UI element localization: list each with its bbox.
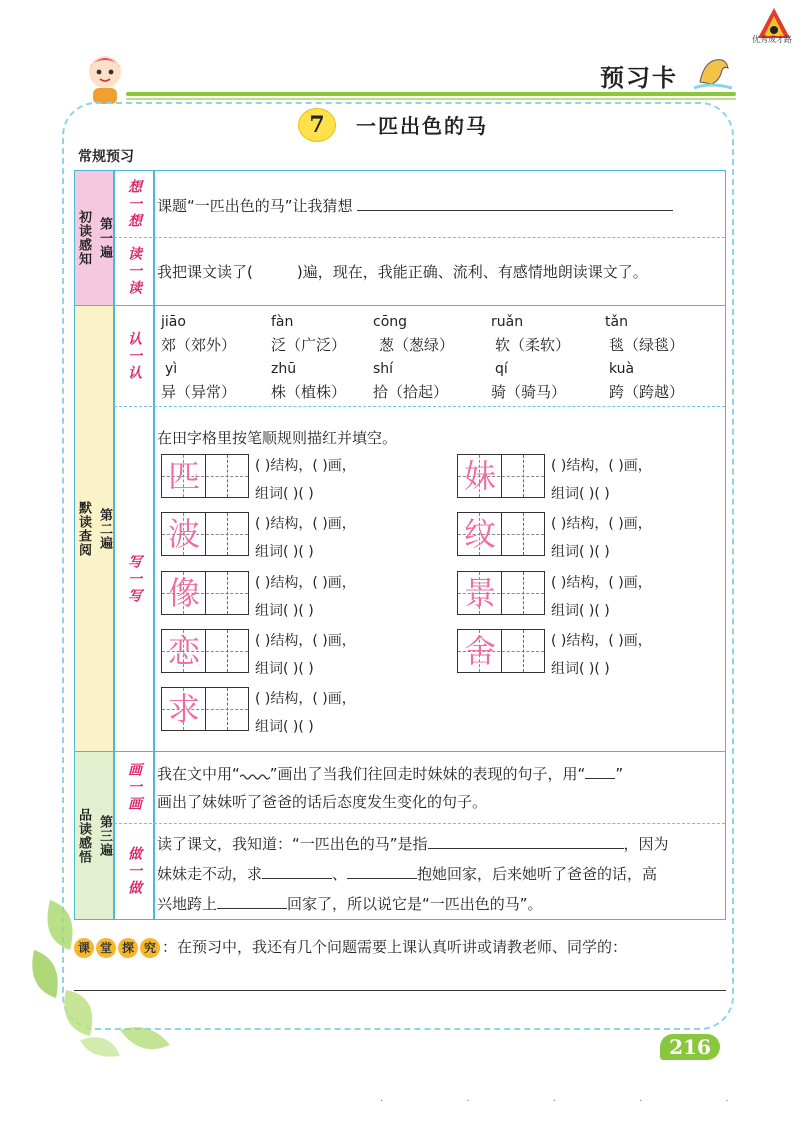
vocab-word: 骑（骑马） (491, 383, 567, 401)
pinyin: jiāo (161, 314, 186, 330)
inquiry-tag: 堂 (96, 938, 116, 958)
trace-char: 求 (167, 690, 200, 728)
trace-char: 纹 (463, 515, 496, 553)
structure-line: ( )结构，( )画， (255, 691, 356, 707)
trace-char: 恋 (167, 632, 200, 670)
pinyin: zhū (271, 361, 297, 377)
pass-1-label: 第一遍 (97, 217, 112, 259)
vocab-word: 郊（郊外） (161, 336, 237, 354)
write-instruction: 在田字格里按笔顺规则描红并填空。 (157, 429, 398, 447)
tian-grid[interactable] (161, 629, 249, 673)
structure-line: ( )结构，( )画， (551, 633, 652, 649)
straight-line-icon (585, 768, 615, 779)
col-sep-2 (153, 171, 155, 919)
vocab-word: 跨（跨越） (609, 383, 685, 401)
inquiry-text: ：在预习中，我还有几个问题需要上课认真听讲或请教老师、同学的： (162, 938, 628, 956)
think-row (157, 195, 673, 216)
footer-dots: · · · · · (380, 1096, 769, 1107)
lesson-number-badge: 7 (298, 108, 336, 142)
row-sep-1 (114, 237, 725, 238)
leaves-decoration-icon (20, 880, 190, 1060)
vocab-word: 软（柔软） (495, 336, 571, 354)
word-line: 组词( )( ) (551, 661, 610, 677)
word-line: 组词( )( ) (255, 486, 314, 502)
read-text-start: 我把课文读了( (157, 263, 253, 281)
lesson-title: 一匹出色的马 (356, 114, 488, 138)
trace-char: 妹 (463, 457, 496, 495)
draw-row-1: 我在文中用“ ”画出了当我们往回走时妹妹的表现的句子，用“ ” (157, 765, 624, 783)
tian-grid[interactable] (457, 512, 545, 556)
wavy-line-icon (240, 770, 270, 780)
tian-grid[interactable] (161, 687, 249, 731)
step-write: 写一写 (126, 553, 142, 605)
tian-grid[interactable] (457, 571, 545, 615)
preview-table (74, 170, 726, 920)
structure-line: ( )结构，( )画， (551, 516, 652, 532)
word-line: 组词( )( ) (255, 544, 314, 560)
word-line: 组词( )( ) (551, 544, 610, 560)
word-line: 组词( )( ) (551, 603, 610, 619)
tian-grid[interactable] (457, 454, 545, 498)
vocab-word: 拾（拾起） (373, 383, 449, 401)
pinyin: qí (495, 361, 508, 377)
vocab-word: 异（异常） (161, 383, 237, 401)
pass-sep-1 (75, 305, 725, 306)
pinyin: ruǎn (491, 314, 524, 330)
pass-2-cell (75, 306, 113, 751)
structure-line: ( )结构，( )画， (255, 575, 356, 591)
trace-char: 波 (167, 515, 200, 553)
vocab-word: 毯（绿毯） (609, 336, 685, 354)
vocab-word: 株（植株） (271, 383, 347, 401)
trace-char: 舍 (463, 632, 496, 670)
tian-grid[interactable] (161, 512, 249, 556)
structure-line: ( )结构，( )画， (255, 458, 356, 474)
pinyin: tǎn (605, 314, 628, 330)
step-do: 做一做 (126, 846, 142, 897)
pinyin: cōng (373, 314, 408, 330)
inquiry-tag: 探 (118, 938, 138, 958)
inquiry-tag: 课 (74, 938, 94, 958)
do-row-1: 读了课文，我知道：“一匹出色的马”是指 ，因为 (157, 835, 669, 853)
structure-line: ( )结构，( )画， (551, 458, 652, 474)
draw-row-2: 画出了妹妹听了爸爸的话后态度发生变化的句子。 (157, 793, 488, 811)
ask-blank-1[interactable] (262, 863, 332, 879)
pinyin: yì (165, 361, 178, 377)
read-text-end: )遍，现在，我能正确、流利、有感情地朗读课文了。 (296, 263, 648, 281)
inquiry-tag: 究 (140, 938, 160, 958)
trace-char: 匹 (167, 457, 200, 495)
tian-grid[interactable] (161, 454, 249, 498)
pinyin: shí (373, 361, 394, 377)
row-sep-2 (114, 406, 725, 407)
structure-line: ( )结构，( )画， (255, 633, 356, 649)
pass-1-subtitle: 初读感知 (76, 210, 91, 266)
step-draw: 画一画 (126, 762, 142, 813)
vocab-word: 泛（广泛） (271, 336, 347, 354)
tian-grid[interactable] (457, 629, 545, 673)
step-think: 想一想 (126, 178, 142, 230)
word-line: 组词( )( ) (255, 661, 314, 677)
read-row (157, 261, 648, 282)
ask-blank-2[interactable] (347, 863, 417, 879)
page-number: 216 (660, 1034, 720, 1060)
word-line: 组词( )( ) (255, 603, 314, 619)
pass-2-subtitle: 默读查阅 (76, 500, 91, 557)
header-rule-thin (126, 98, 736, 100)
think-text: 课题“一匹出色的马”让我猜想 (157, 197, 353, 215)
row-sep-3 (114, 823, 725, 824)
brand-text: 优秀成才路 (752, 35, 792, 44)
word-line: 组词( )( ) (551, 486, 610, 502)
pinyin: kuà (609, 361, 635, 377)
do-row-2: 妹妹走不动，求 、 抱她回家，后来她听了爸爸的话，高 (157, 865, 658, 883)
do-row-3: 兴地跨上 回家了，所以说它是“一匹出色的马”。 (157, 895, 543, 913)
pass-2-label: 第二遍 (97, 507, 112, 550)
vocab-word: 葱（葱绿） (379, 336, 455, 354)
section-label: 常规预习 (78, 149, 134, 165)
think-answer-blank[interactable] (357, 195, 673, 211)
word-line: 组词( )( ) (255, 719, 314, 735)
step-read: 读一读 (126, 246, 142, 297)
structure-line: ( )结构，( )画， (255, 516, 356, 532)
horse-doodle-icon (690, 52, 736, 92)
pinyin: fàn (271, 314, 294, 330)
pass-1-cell (75, 171, 113, 305)
structure-line: ( )结构，( )画， (551, 575, 652, 591)
pass-3-subtitle: 品读感悟 (76, 807, 91, 864)
pass-3-label: 第三遍 (97, 814, 112, 857)
tian-grid[interactable] (161, 571, 249, 615)
pass-sep-2 (75, 751, 725, 752)
card-title: 预习卡 (600, 64, 678, 92)
trace-char: 像 (167, 574, 200, 612)
meaning-blank[interactable] (428, 833, 624, 849)
ride-blank[interactable] (217, 893, 287, 909)
trace-char: 景 (463, 574, 496, 612)
step-recognize: 认一认 (126, 330, 142, 382)
